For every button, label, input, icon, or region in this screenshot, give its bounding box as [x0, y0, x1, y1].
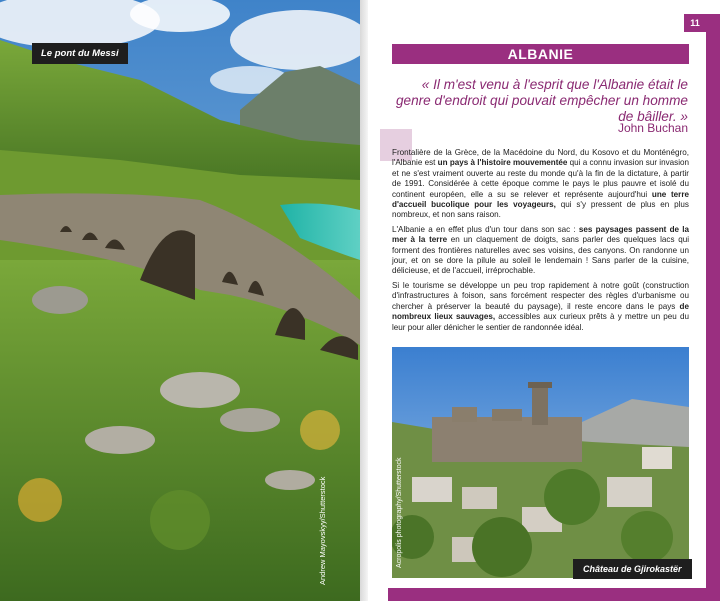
paragraph-2: L'Albanie a en effet plus d'un tour dans son sac : ses paysages passent de la mer à la terre en un claquement de doigts, sans parler des quelques lacs qui forment des frontières naturelles avec ses voisins, des canyons. On randonne un jour, et on se dore la pilule au soleil le lendemain ! Sans parler de la cuisine, délicieuse, et de l'accueil, irréprochable. — [392, 224, 689, 276]
photo-credit-bridge: Andrew Mayovskyy/Shutterstock — [318, 476, 327, 585]
body-text — [392, 148, 689, 337]
page-edge-bar — [706, 14, 720, 601]
photo-caption-bridge: Le pont du Messi — [32, 43, 128, 64]
castle-photo — [392, 347, 689, 578]
right-page — [368, 0, 720, 601]
quote-author: John Buchan — [617, 121, 688, 135]
paragraph-1: Frontalière de la Grèce, de la Macédoine du Nord, du Kosovo et du Monténégro, l'Albanie est un pays à l'histoire mouvementée qui a connu invasion sur invasion et ne s'est vraiment ouverte au reste du monde qu'à la fin de la dictature, à partir de 1991. Considérée à cette époque comme le pays le plus pauvre et isolé du continent européen, elle a su se relever et représente aujourd'hui une terre d'accueil bucolique pour les voyageurs, qui s'y pressent de plus en plus nombreux, et non sans raison. — [392, 148, 689, 220]
paragraph-3: Si le tourisme se développe un peu trop rapidement à notre goût (construction d'infrastructures à foison, sans forcément respecter des règles d'urbanisme ou chercher à préserver la beauté du paysage), il reste encore dans le pays de nombreux lieux sauvages, accessibles aux curieux prêts à y mettre un peu du leur pour aller dénicher le sentier de randonnée idéal. — [392, 280, 690, 332]
page-bottom-bar — [388, 588, 720, 601]
photo-credit-castle: Acropolis photography/Shutterstock — [396, 457, 403, 568]
photo-caption-castle: Château de Gjirokastër — [573, 559, 692, 579]
quote-text: « Il m'est venu à l'esprit que l'Albanie était le genre d'endroit qui pouvait empêcher un homme de bâiller. » — [395, 77, 688, 124]
page-number: 11 — [684, 14, 706, 32]
book-gutter — [360, 0, 368, 601]
section-title: ALBANIE — [392, 44, 689, 64]
